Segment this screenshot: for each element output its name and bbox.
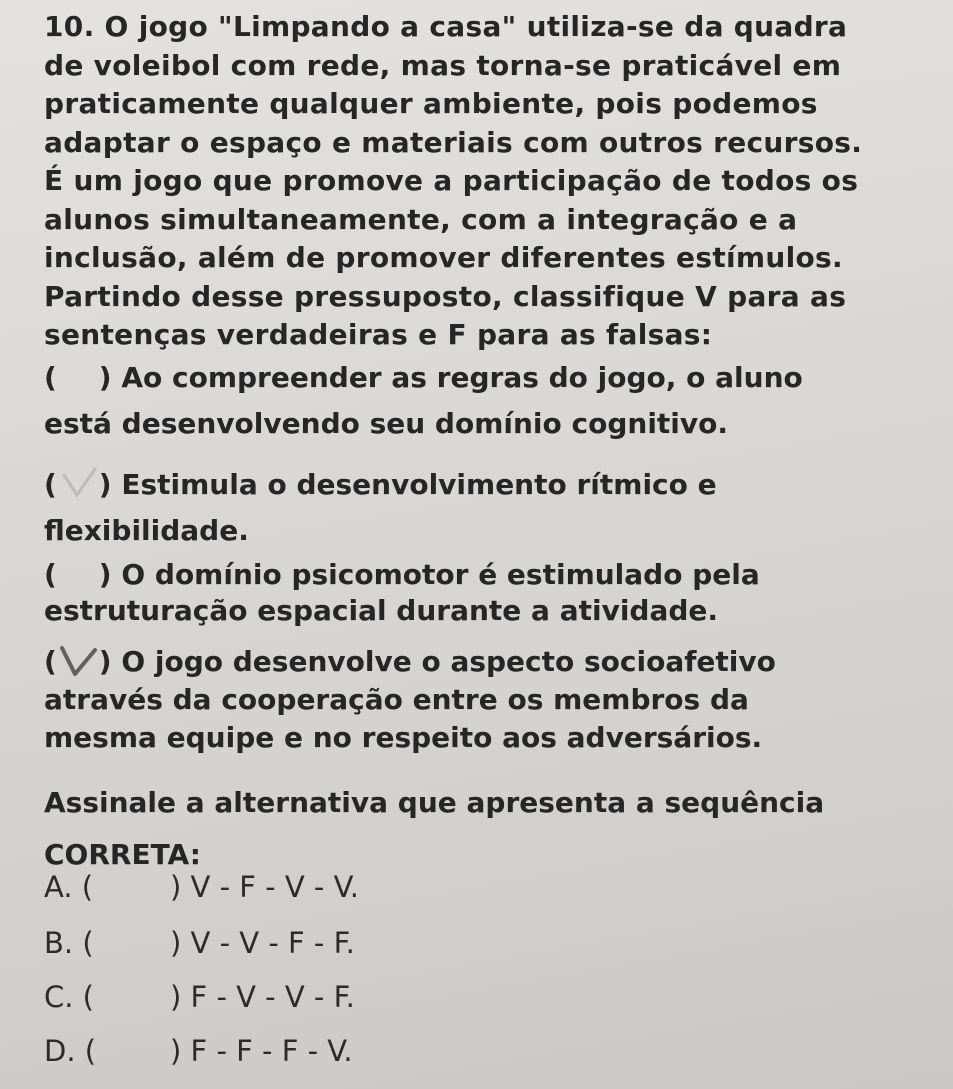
question-line: 10. O jogo "Limpando a casa" utiliza-se da quadra [44,10,848,43]
option-c[interactable]: C. ( ) F - V - V - F. [44,980,355,1014]
option-letter: B. [44,926,74,960]
statement-3-line-1 [44,558,760,591]
instruction-line: Assinale a alternativa que apresenta a sequência [44,786,825,819]
check-mark-icon [59,642,99,678]
option-letter: C. [44,980,74,1014]
statement-4-line-1 [44,645,776,678]
option-letter: D. [44,1034,76,1068]
question-line: É um jogo que promove a participação de todos os [44,164,859,197]
option-sequence: F - F - F - V. [190,1034,353,1068]
question-line: praticamente qualquer ambiente, pois podemos [44,87,818,120]
answer-blank-3[interactable]: ( ) [44,558,112,591]
option-sequence: F - V - V - F. [190,980,355,1014]
check-mark-icon [59,465,99,501]
statement-2-text: Estimula o desenvolvimento rítmico e [121,468,717,501]
statement-4-text-cont: mesma equipe e no respeito aos adversários. [44,721,763,754]
option-sequence: V - F - V - V. [190,870,359,904]
statement-2-line-1 [44,468,717,501]
instruction-line: CORRETA: [44,838,201,871]
option-a[interactable]: A. ( ) V - F - V - V. [44,870,359,904]
statement-4-line-3 [44,721,762,754]
question-line: Partindo desse pressuposto, classifique V para as [44,279,847,313]
option-b[interactable]: B. ( ) V - V - F - F. [44,926,355,960]
statement-4-text-cont: através da cooperação entre os membros da [44,683,749,716]
question-line: de voleibol com rede, mas torna-se praticável em [44,48,842,82]
question-line: sentenças verdadeiras e F para as falsas: [44,318,713,351]
answer-blank-1[interactable]: ( ) [44,361,112,394]
question-line: alunos simultaneamente, com a integração e a [44,202,798,236]
statement-1-line-1 [44,361,803,394]
statement-1-line-2 [44,407,728,440]
statement-4-line-2 [44,683,749,716]
statement-3-text: O domínio psicomotor é estimulado pela [121,558,760,591]
statement-3-text-cont: estruturação espacial durante a atividade. [44,594,719,627]
statement-4-text: O jogo desenvolve o aspecto socioafetivo [121,645,776,678]
statement-1-text: Ao compreender as regras do jogo, o aluno [121,361,803,394]
option-letter: A. [44,870,73,904]
answer-blank-2[interactable]: ( ) [44,468,112,501]
question-line: adaptar o espaço e materiais com outros recursos. [44,125,863,159]
statement-2-line-2 [44,514,249,547]
statement-1-text-cont: está desenvolvendo seu domínio cognitivo. [44,407,729,440]
question-stem [44,8,939,355]
instruction [44,777,939,881]
option-sequence: V - V - F - F. [190,926,355,960]
statement-3-line-2 [44,594,718,627]
answer-blank-4[interactable]: ( ) [44,645,112,678]
statement-2-text-cont: flexibilidade. [44,514,249,547]
option-d[interactable]: D. ( ) F - F - F - V. [44,1034,353,1068]
question-line: inclusão, além de promover diferentes estímulos. [44,241,843,274]
